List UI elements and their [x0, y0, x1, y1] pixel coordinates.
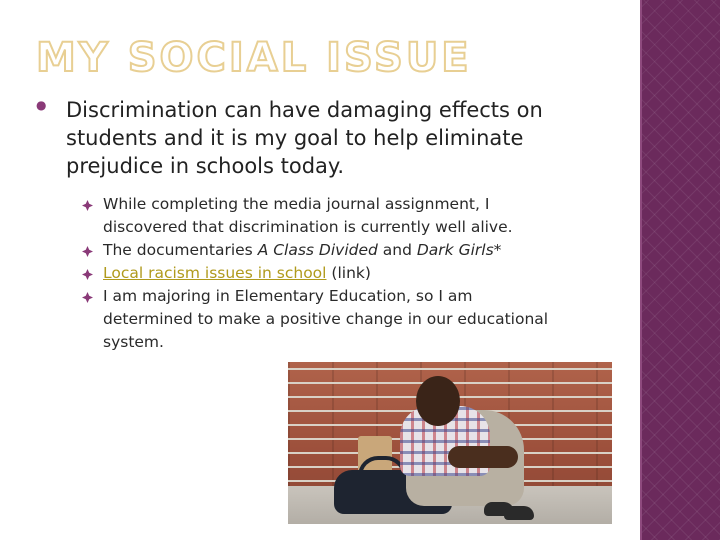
- four-diamond-bullet-icon: [82, 292, 93, 303]
- bullet-text-prefix: The documentaries: [103, 241, 258, 259]
- documentary-title-1: A Class Divided: [257, 241, 378, 259]
- child-arm: [448, 446, 518, 468]
- slide-title: MY SOCIAL ISSUE: [36, 35, 472, 81]
- racism-issues-link[interactable]: Local racism issues in school: [103, 264, 327, 282]
- documentary-title-2: Dark Girls: [416, 241, 494, 259]
- bullet-text-suffix: *: [493, 241, 502, 259]
- link-suffix: (link): [326, 264, 371, 282]
- sad-child-photo: [288, 362, 612, 524]
- list-item: [80, 262, 560, 285]
- dot-bullet-icon: ●: [36, 98, 47, 112]
- list-item: [80, 193, 560, 239]
- bullet-text-middle: and: [377, 241, 417, 259]
- bullet-text: I am majoring in Elementary Education, so I am determined to make a positive change in our educational system.: [103, 287, 549, 351]
- shoe: [504, 506, 534, 520]
- child-head: [416, 376, 460, 426]
- sub-bullet-list: [80, 193, 560, 354]
- four-diamond-bullet-icon: [82, 269, 93, 280]
- decorative-side-panel: [640, 0, 720, 540]
- list-item: [80, 239, 560, 262]
- four-diamond-bullet-icon: [82, 200, 93, 211]
- main-point: Discrimination can have damaging effects on students and it is my goal to help eliminate prejudice in schools today.: [66, 98, 543, 178]
- bullet-text: While completing the media journal assignment, I discovered that discrimination is currently well alive.: [103, 195, 513, 236]
- list-item: [80, 285, 560, 354]
- four-diamond-bullet-icon: [82, 246, 93, 257]
